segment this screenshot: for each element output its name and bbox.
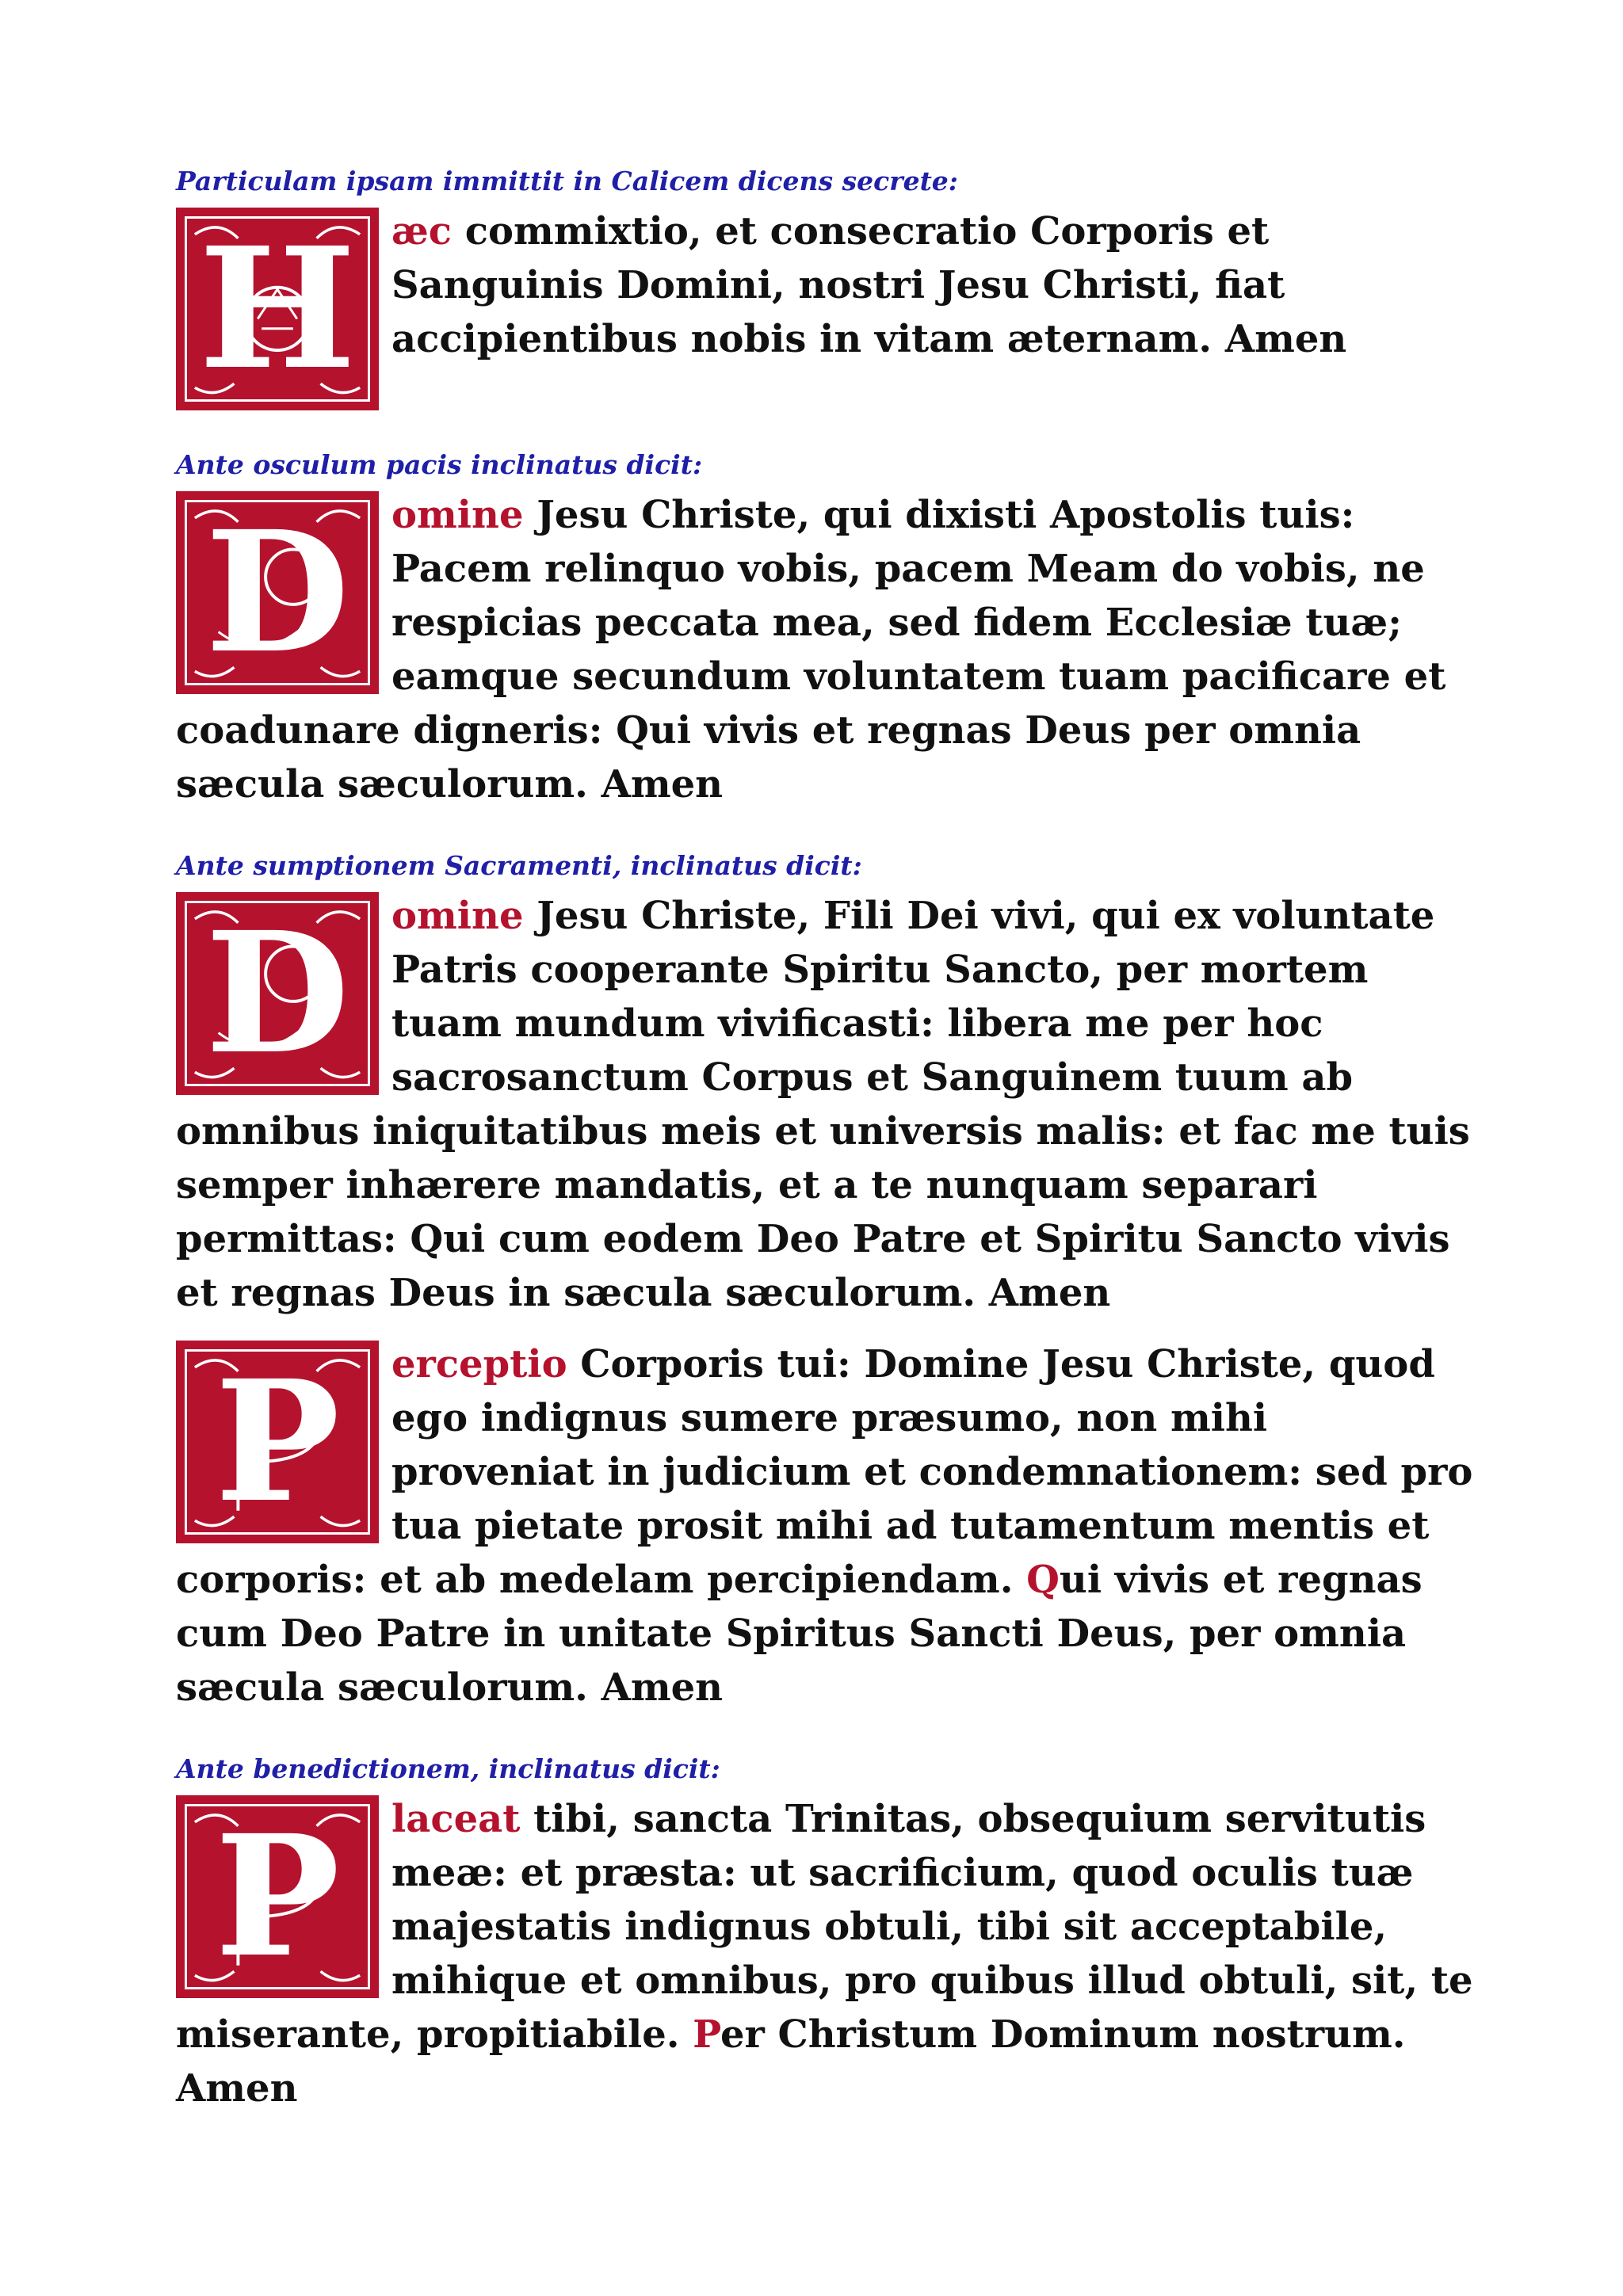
- prayer-body: Jesu Christe, qui dixisti Apostolis tuis: Pacem relinquo vobis, pacem Meam do vobis, ne respicias peccata mea, sed fidem Ecclesiæ tuæ; eamque secundum voluntatem tuam pacificare et coadunare digneris: Qui vivis et regnas Deus per omnia sæcula sæculorum. Amen: [176, 493, 1446, 807]
- prayer-text: [176, 204, 1476, 410]
- illuminated-initial: [176, 892, 379, 1095]
- prayer-body: Corporis tui: Domine Jesu Christe, quod ego indignus sumere præsumo, non mihi proveniat in judicium et condemnationem: sed pro tua pietate prosit mihi ad tutamentum mentis et corporis: et ab medelam percipiendam.: [176, 1342, 1473, 1602]
- prayer-section-3: [176, 848, 1476, 1320]
- incipit: laceat: [391, 1797, 521, 1841]
- initial-letter: D: [204, 895, 350, 1091]
- rubric: Ante sumptionem Sacramenti, inclinatus dicit:: [176, 850, 862, 881]
- illuminated-initial: [176, 1795, 379, 1998]
- prayer-body: Jesu Christe, Fili Dei vivi, qui ex voluntate Patris cooperante Spiritu Sancto, per mortem tuam mundum vivificasti: libera me per hoc sacrosanctum Corpus et Sanguinem tuum ab omnibus iniquitatibus meis et universis malis: et fac me tuis semper inhærere mandatis, et a te nunquam separari permittas: Qui cum eodem Deo Patre et Spiritu Sancto vivis et regnas Deus in sæcula sæculorum. Amen: [176, 894, 1470, 1315]
- red-capital: Q: [1026, 1558, 1060, 1602]
- initial-letter: P: [215, 1344, 340, 1539]
- incipit: omine: [391, 894, 524, 938]
- illuminated-initial: [176, 208, 379, 410]
- incipit: æc: [391, 209, 453, 254]
- prayer-section-1: [176, 163, 1476, 410]
- rubric: Ante osculum pacis inclinatus dicit:: [176, 449, 703, 480]
- rubric: Particulam ipsam immittit in Calicem dicens secrete:: [176, 166, 958, 196]
- prayer-section-4: [176, 1337, 1476, 1714]
- incipit: erceptio: [391, 1342, 567, 1386]
- prayer-body: tibi, sancta Trinitas, obsequium servitutis meæ: et præsta: ut sacrificium, quod oculis tuæ majestatis indignus obtuli, tibi sit acceptabile, mihique et omnibus, pro quibus illud obtuli, sit, te miserante, propitiabile.: [176, 1797, 1473, 2057]
- prayer-text: [176, 488, 1476, 811]
- prayer-body-continued: ui vivis et regnas cum Deo Patre in unitate Spiritus Sancti Deus, per omnia sæcula sæculorum. Amen: [176, 1558, 1423, 1710]
- initial-letter: P: [215, 1798, 340, 1994]
- red-capital: P: [693, 2012, 720, 2057]
- prayer-section-2: [176, 447, 1476, 811]
- initial-letter: H: [198, 211, 357, 406]
- incipit: omine: [391, 493, 524, 537]
- rubric: Ante benedictionem, inclinatus dicit:: [176, 1753, 720, 1784]
- prayer-section-5: [176, 1751, 1476, 2115]
- prayer-text: [176, 889, 1476, 1320]
- prayer-body: commixtio, et consecratio Corporis et Sanguinis Domini, nostri Jesu Christi, fiat accipientibus nobis in vitam æternam. Amen: [391, 209, 1347, 361]
- illuminated-initial: [176, 1341, 379, 1543]
- illuminated-initial: [176, 491, 379, 694]
- initial-letter: D: [204, 494, 350, 690]
- page: [176, 163, 1476, 2152]
- prayer-body-continued: er Christum Dominum nostrum. Amen: [176, 2012, 1406, 2111]
- prayer-text: [176, 1337, 1476, 1714]
- prayer-text: [176, 1792, 1476, 2115]
